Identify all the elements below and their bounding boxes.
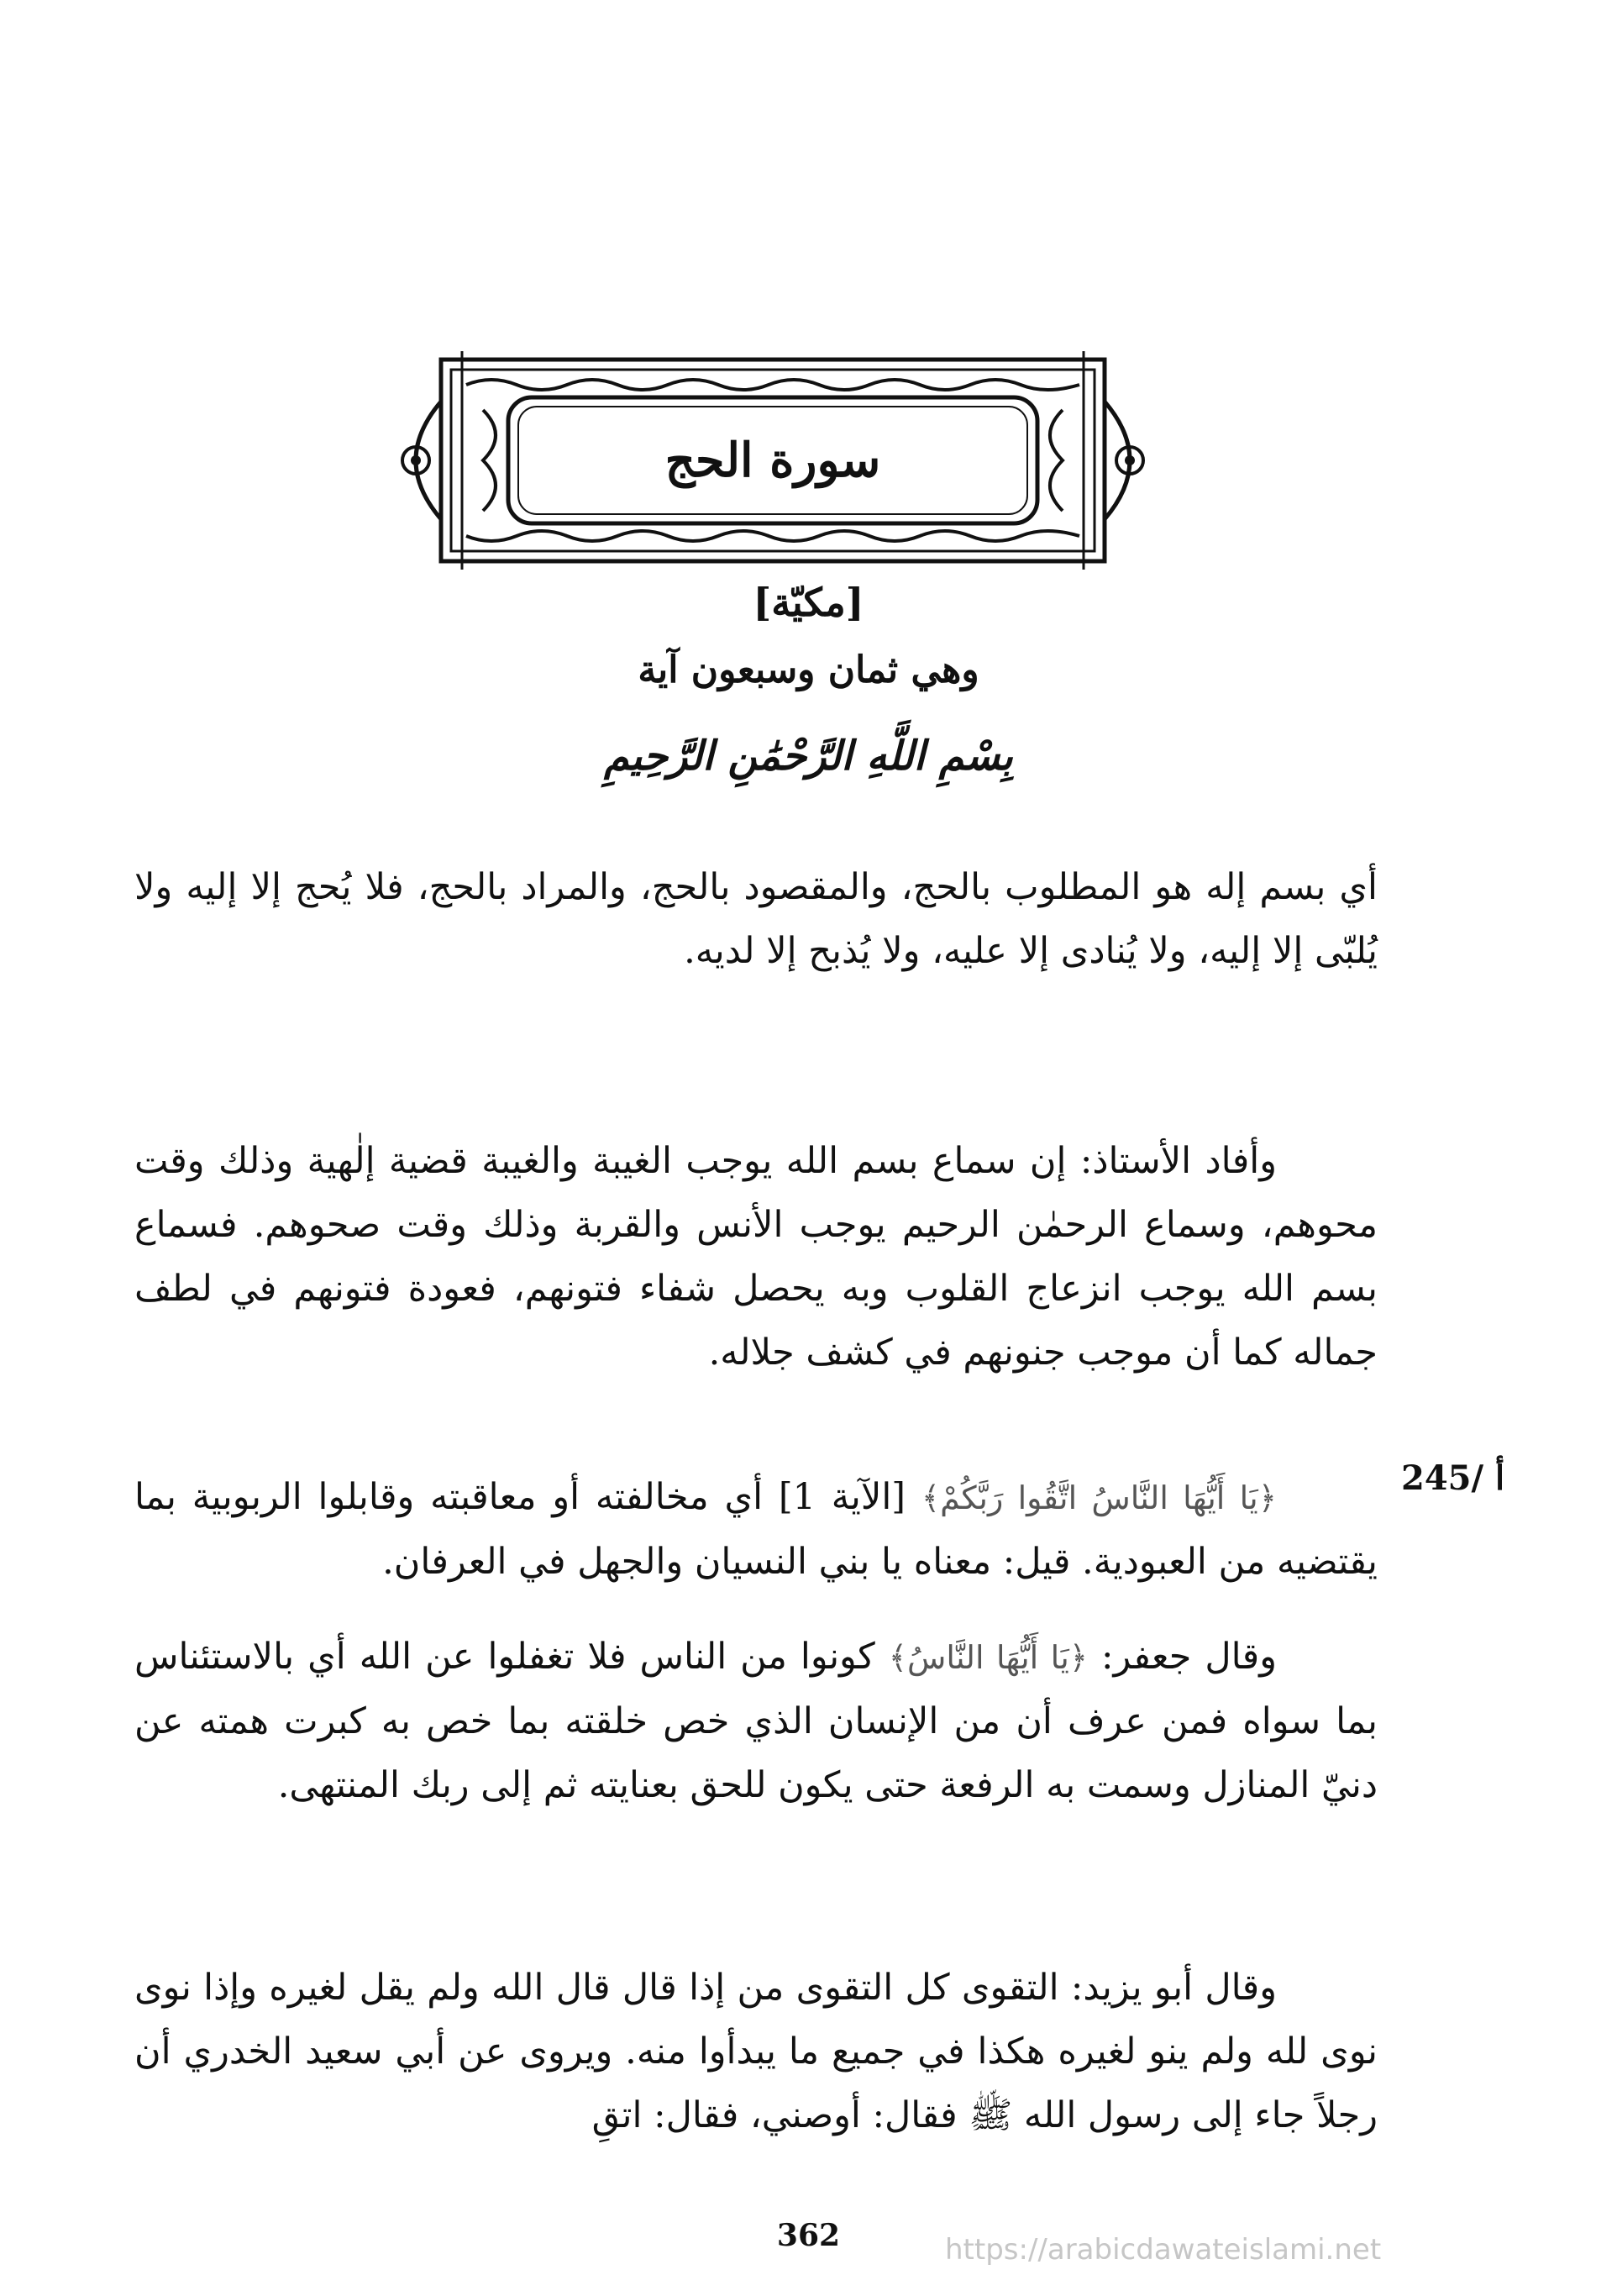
manuscript-folio-note: 245/ أ xyxy=(1401,1458,1505,1498)
paragraph-2: وأفاد الأستاذ: إن سماع بسم الله يوجب الغيبة والغيبة قضية إلٰهية وذلك وقت محوهم، وسماع الرحمٰن الرحيم يوجب الأنس والقربة وذلك وقت صحوهم. فسماع بسم الله يوجب انزعاج القلوب وبه يحصل شفاء فتونهم، فعودة فتونهم في لطف جماله كما أن موجب جنونهم في كشف جلاله. xyxy=(134,1140,1378,1374)
basmala: بِسْمِ اللَّهِ الرَّحْمَٰنِ الرَّحِيمِ xyxy=(604,733,1013,780)
paragraph-5: وقال أبو يزيد: التقوى كل التقوى من إذا قال قال الله ولم يقل لغيره وإذا نوى نوى لله ولم ينو لغيره هكذا في جميع ما يبدأوا منه. ويروى عن أبي سعيد الخدري أن رجلاً جاء إلى رسول الله ﷺ فقال: أوصني، فقال: اتقِ xyxy=(134,1967,1378,2136)
quran-quote: ﴿يَا أَيُّهَا النَّاسُ﴾ xyxy=(888,1639,1089,1676)
paragraph-4 xyxy=(134,1625,1378,1817)
title-ornament-frame xyxy=(382,351,1163,570)
paragraph-3 xyxy=(134,1465,1378,1594)
quran-quote: ﴿يَا أَيُّهَا النَّاسُ اتَّقُوا رَبَّكُمْ﴾ xyxy=(921,1479,1277,1516)
paragraph-4-lead: وقال جعفر: xyxy=(1101,1636,1277,1678)
surah-title: سورة الحج xyxy=(664,433,881,488)
paragraph-3-text: [الآية 1] أي مخالفته أو معاقبته وقابلوا الربوبية بما يقتضيه من العبودية. قيل: معناه يا بني النسيان والجهل في العرفان. xyxy=(134,1476,1378,1583)
revelation-label: [مكيّة] xyxy=(753,580,864,625)
paragraph-1: أي بسم إله هو المطلوب بالحج، والمقصود بالحج، والمراد بالحج، فلا يُحج إلا إليه ولا يُلبّى إلا إليه، ولا يُنادى إلا عليه، ولا يُذبح إلا لديه. xyxy=(134,866,1378,972)
paragraph-4-text: كونوا من الناس فلا تغفلوا عن الله أي بالاستئناس بما سواه فمن عرف أن من الإنسان الذي خص خلقته بما خص به كبرت همته عن دنيّ المنازل وسمت به الرفعة حتى يكون للحق بعنايته ثم إلى ربك المنتهى. xyxy=(134,1636,1378,1806)
watermark-url: https://arabicdawateislami.net xyxy=(945,2233,1382,2267)
page-number: 362 xyxy=(776,2218,841,2253)
verse-count: وهي ثمان وسبعون آية xyxy=(638,649,979,691)
